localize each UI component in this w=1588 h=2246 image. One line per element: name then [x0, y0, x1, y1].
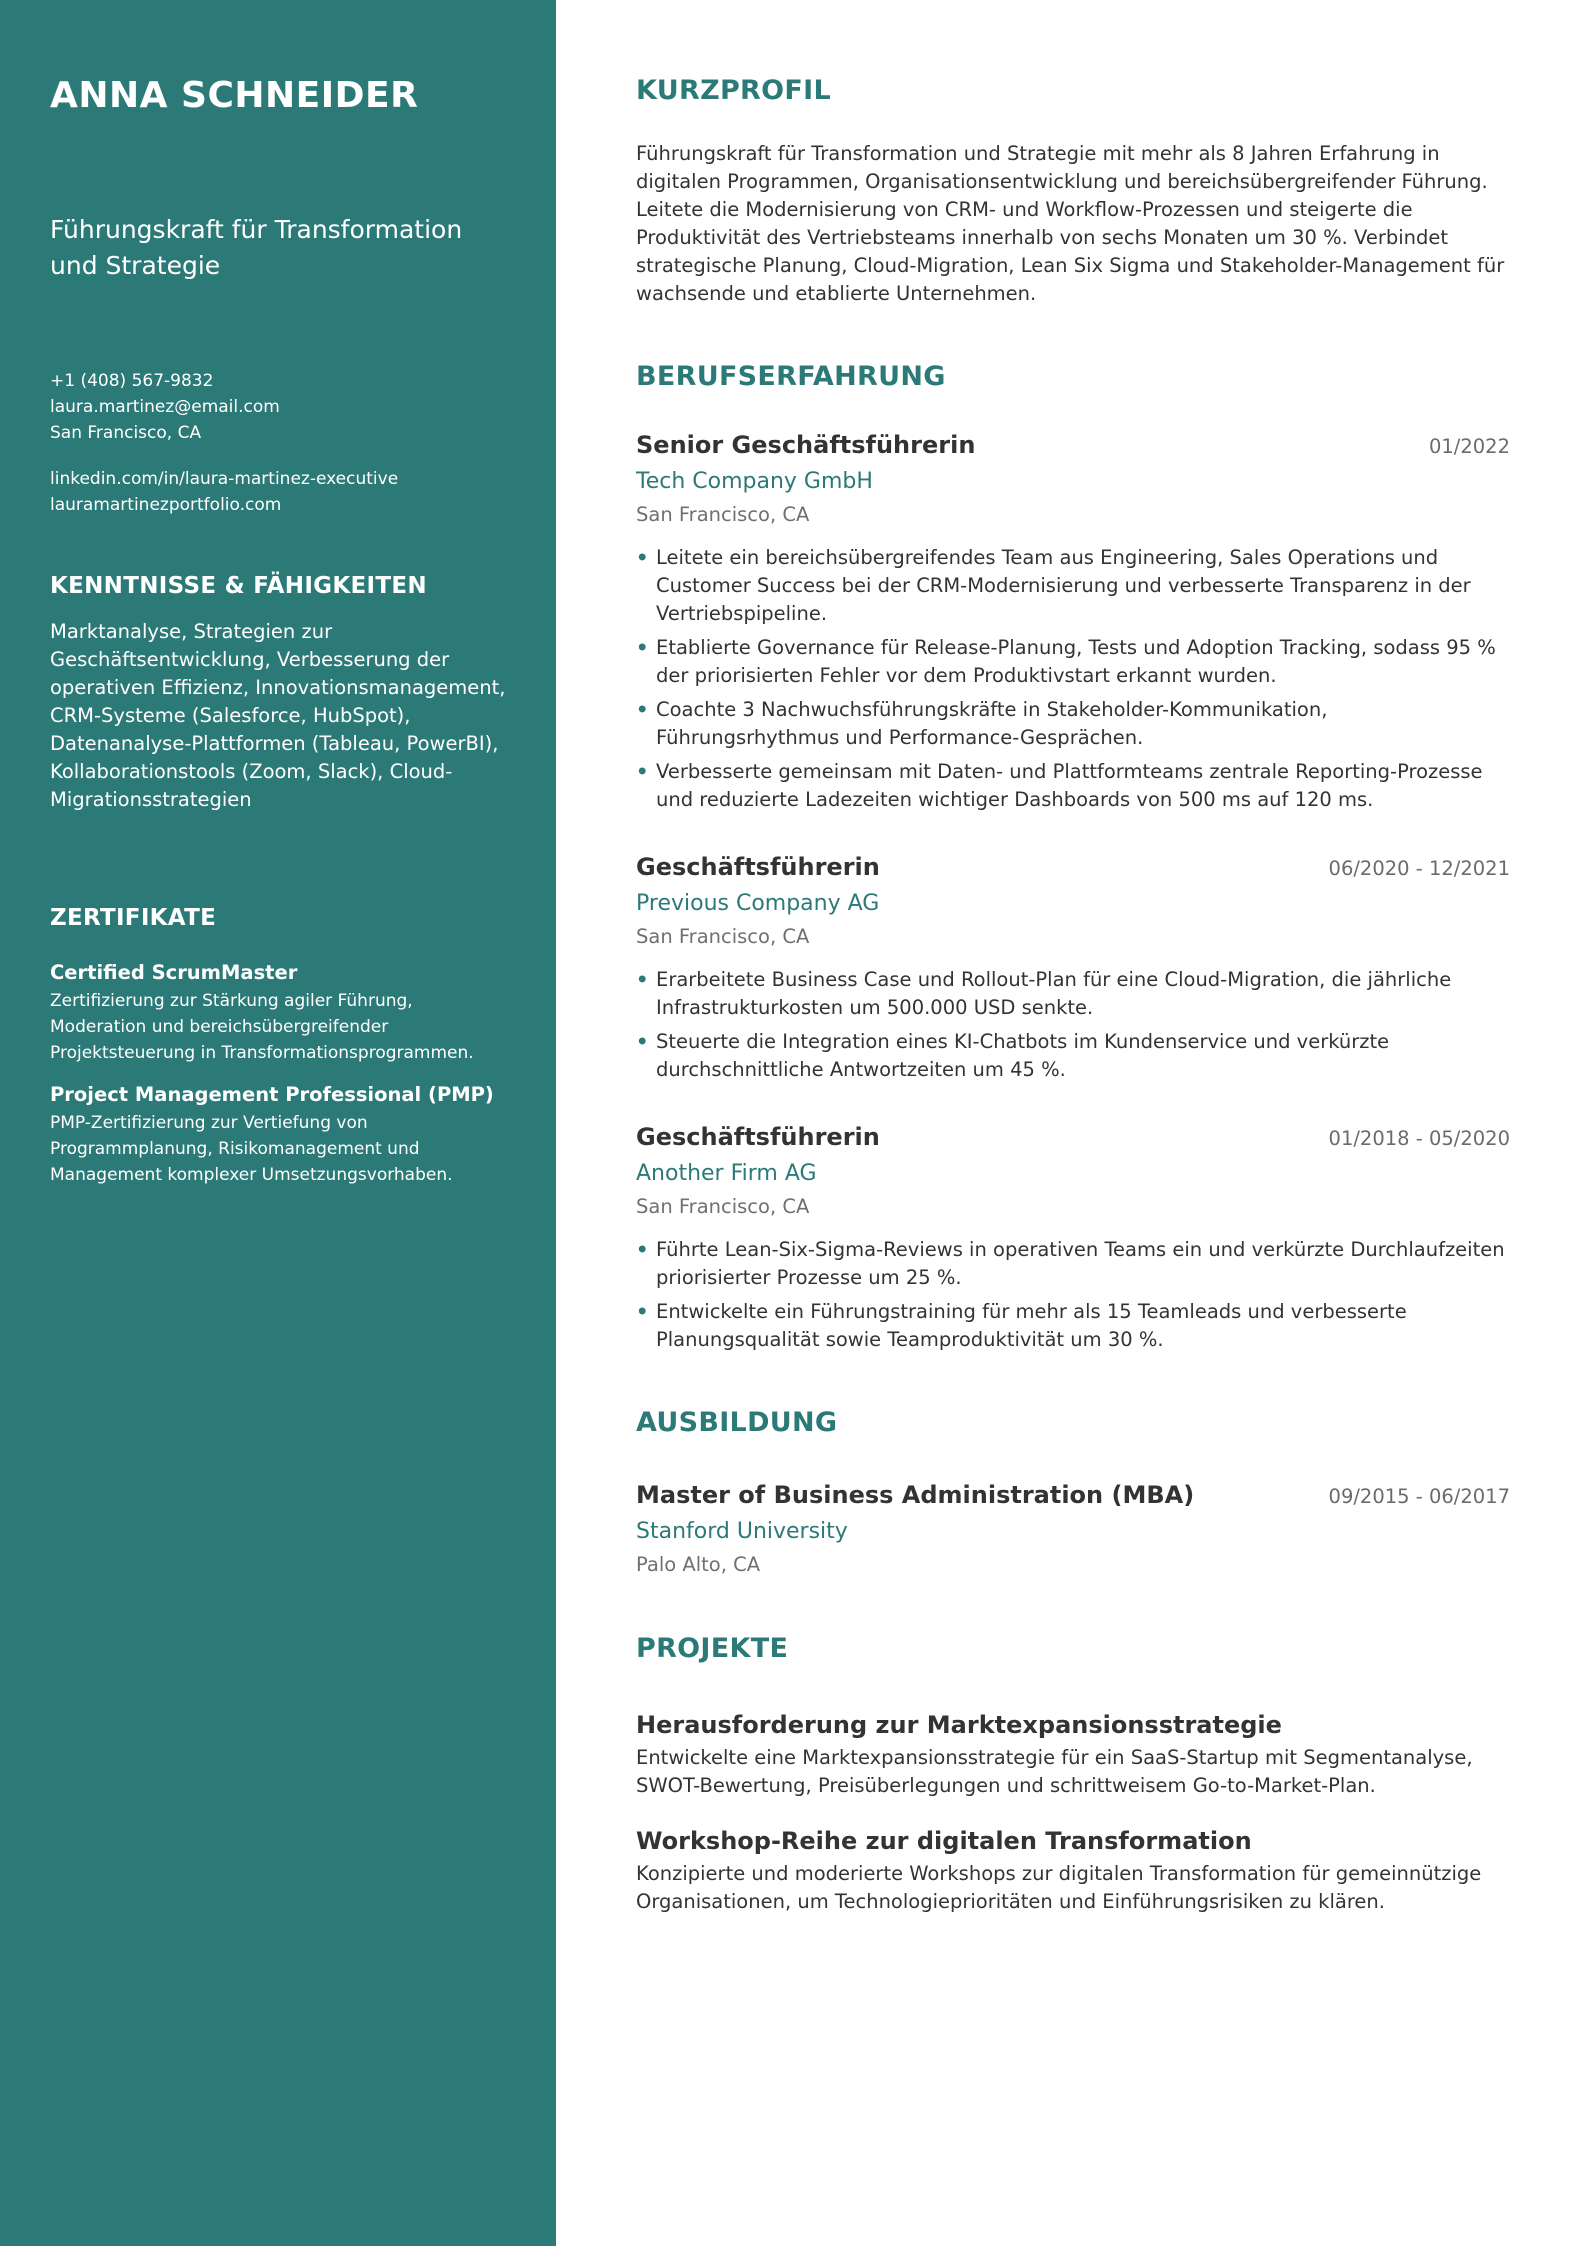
bullet-icon: •: [636, 1300, 649, 1323]
job-date: 01/2018 - 05/2020: [1328, 1127, 1510, 1150]
bullet-text: Coachte 3 Nachwuchsführungskräfte in Stakeholder-Kommunikation, Führungsrhythmus und Performance-Gesprächen.: [656, 698, 1328, 749]
project-title: Herausforderung zur Marktexpansionsstrategie: [636, 1711, 1282, 1739]
job-title: Geschäftsführerin: [636, 1123, 880, 1151]
job-location: San Francisco, CA: [636, 925, 810, 948]
certificate-item: [50, 1080, 506, 1188]
experience-heading: BERUFSERFAHRUNG: [636, 361, 946, 392]
email-address[interactable]: laura.martinez@email.com: [50, 397, 280, 417]
job-company: Tech Company GmbH: [636, 469, 873, 494]
candidate-name: ANNA SCHNEIDER: [50, 75, 419, 116]
project-description: Entwickelte eine Marktexpansionsstrategie für ein SaaS-Startup mit Segmentanalyse, SWOT-Bewertung, Preisüberlegungen und schrittweisem Go-to-Market-Plan.: [636, 1746, 1473, 1797]
skills-text: Marktanalyse, Strategien zur Geschäftsentwicklung, Verbesserung der operativen Effizienz, Innovationsmanagement, CRM-Systeme (Salesforce, HubSpot), Datenanalyse-Plattformen (Tableau, PowerBI), Kollaborationstools (Zoom, Slack), Cloud-Migrationsstrategien: [50, 620, 506, 811]
certificates-list: [50, 958, 506, 1188]
job-title: Geschäftsführerin: [636, 853, 880, 881]
skills-heading: KENNTNISSE & FÄHIGKEITEN: [50, 573, 427, 599]
list-item: [636, 1236, 1510, 1292]
candidate-headline: Führungskraft für Transformation und Strategie: [50, 215, 463, 280]
job-bullets: [636, 1236, 1510, 1354]
certificate-name: Project Management Professional (PMP): [50, 1083, 494, 1106]
bullet-text: Etablierte Governance für Release-Planung, Tests und Adoption Tracking, sodass 95 % der priorisierten Fehler vor dem Produktivstart erkannt wurden.: [656, 636, 1496, 687]
list-item: [636, 1298, 1510, 1354]
project-item: [636, 1824, 1510, 1916]
contact-location: San Francisco, CA: [50, 423, 202, 443]
education-degree: Master of Business Administration (MBA): [636, 1481, 1195, 1509]
bullet-text: Entwickelte ein Führungstraining für mehr als 15 Teamleads und verbesserte Planungsqualität sowie Teamproduktivität um 30 %.: [656, 1300, 1407, 1351]
job-company: Another Firm AG: [636, 1161, 817, 1186]
certificate-description: Zertifizierung zur Stärkung agiler Führung, Moderation und bereichsübergreifender Projektsteuerung in Transformationsprogrammen.: [50, 991, 474, 1063]
bullet-text: Steuerte die Integration eines KI-Chatbots im Kundenservice und verkürzte durchschnittliche Antwortzeiten um 45 %.: [656, 1030, 1390, 1081]
project-title: Workshop-Reihe zur digitalen Transformation: [636, 1827, 1252, 1855]
job-entry: [636, 428, 1510, 814]
job-company: Previous Company AG: [636, 891, 880, 916]
project-description: Konzipierte und moderierte Workshops zur digitalen Transformation für gemeinnützige Organisationen, um Technologieprioritäten und Einführungsrisiken zu klären.: [636, 1862, 1482, 1913]
job-title: Senior Geschäftsführerin: [636, 431, 976, 459]
sidebar: [0, 0, 556, 2246]
certificate-item: [50, 958, 506, 1066]
bullet-text: Führte Lean-Six-Sigma-Reviews in operativen Teams ein und verkürzte Durchlaufzeiten priorisierter Prozesse um 25 %.: [656, 1238, 1505, 1289]
summary-section: [636, 72, 1510, 308]
bullet-icon: •: [636, 968, 649, 991]
job-header: [636, 1120, 1510, 1154]
list-item: [636, 634, 1510, 690]
projects-section: [636, 1630, 1510, 1916]
job-entry: [636, 1120, 1510, 1354]
education-date: 09/2015 - 06/2017: [1328, 1485, 1510, 1508]
job-bullets: [636, 544, 1510, 814]
project-item: [636, 1708, 1510, 1800]
certificate-description: PMP-Zertifizierung zur Vertiefung von Programmplanung, Risikomanagement und Management komplexer Umsetzungsvorhaben.: [50, 1113, 453, 1185]
summary-text: Führungskraft für Transformation und Strategie mit mehr als 8 Jahren Erfahrung in digitalen Programmen, Organisationsentwicklung und bereichsübergreifender Führung. Leitete die Modernisierung von CRM- und Workflow-Prozessen und steigerte die Produktivität des Vertriebsteams innerhalb von sechs Monaten um 30 %. Verbindet strategische Planung, Cloud-Migration, Lean Six Sigma und Stakeholder-Management für wachsende und etablierte Unternehmen.: [636, 142, 1505, 305]
job-date: 01/2022: [1428, 435, 1510, 458]
education-header: [636, 1478, 1510, 1512]
projects-heading: PROJEKTE: [636, 1633, 789, 1664]
certificates-heading: ZERTIFIKATE: [50, 905, 217, 931]
list-item: [636, 966, 1510, 1022]
summary-heading: KURZPROFIL: [636, 75, 831, 106]
links-block: [50, 466, 506, 518]
bullet-text: Verbesserte gemeinsam mit Daten- und Plattformteams zentrale Reporting-Prozesse und reduzierte Ladezeiten wichtiger Dashboards von 500 ms auf 120 ms.: [656, 760, 1483, 811]
education-school: Stanford University: [636, 1519, 848, 1544]
bullet-text: Erarbeitete Business Case und Rollout-Plan für eine Cloud-Migration, die jährliche Infrastrukturkosten um 500.000 USD senkte.: [656, 968, 1452, 1019]
job-bullets: [636, 966, 1510, 1084]
job-entry: [636, 850, 1510, 1084]
bullet-icon: •: [636, 1030, 649, 1053]
portfolio-link[interactable]: lauramartinezportfolio.com: [50, 495, 282, 515]
bullet-text: Leitete ein bereichsübergreifendes Team aus Engineering, Sales Operations und Customer Success bei der CRM-Modernisierung und verbesserte Transparenz in der Vertriebspipeline.: [656, 546, 1471, 625]
job-location: San Francisco, CA: [636, 503, 810, 526]
contact-block: [50, 368, 506, 446]
job-header: [636, 850, 1510, 884]
phone-number[interactable]: +1 (408) 567-9832: [50, 371, 214, 391]
education-heading: AUSBILDUNG: [636, 1407, 838, 1438]
bullet-icon: •: [636, 636, 649, 659]
job-header: [636, 428, 1510, 462]
education-section: [636, 1404, 1510, 1580]
education-location: Palo Alto, CA: [636, 1553, 761, 1576]
experience-section: [636, 358, 1510, 1354]
main-content: [556, 0, 1588, 2246]
bullet-icon: •: [636, 760, 649, 783]
job-date: 06/2020 - 12/2021: [1328, 857, 1510, 880]
list-item: [636, 758, 1510, 814]
certificate-name: Certified ScrumMaster: [50, 961, 298, 984]
bullet-icon: •: [636, 1238, 649, 1261]
job-location: San Francisco, CA: [636, 1195, 810, 1218]
list-item: [636, 696, 1510, 752]
list-item: [636, 544, 1510, 628]
bullet-icon: •: [636, 546, 649, 569]
education-entry: [636, 1478, 1510, 1580]
bullet-icon: •: [636, 698, 649, 721]
linkedin-link[interactable]: linkedin.com/in/laura-martinez-executive: [50, 469, 399, 489]
list-item: [636, 1028, 1510, 1084]
